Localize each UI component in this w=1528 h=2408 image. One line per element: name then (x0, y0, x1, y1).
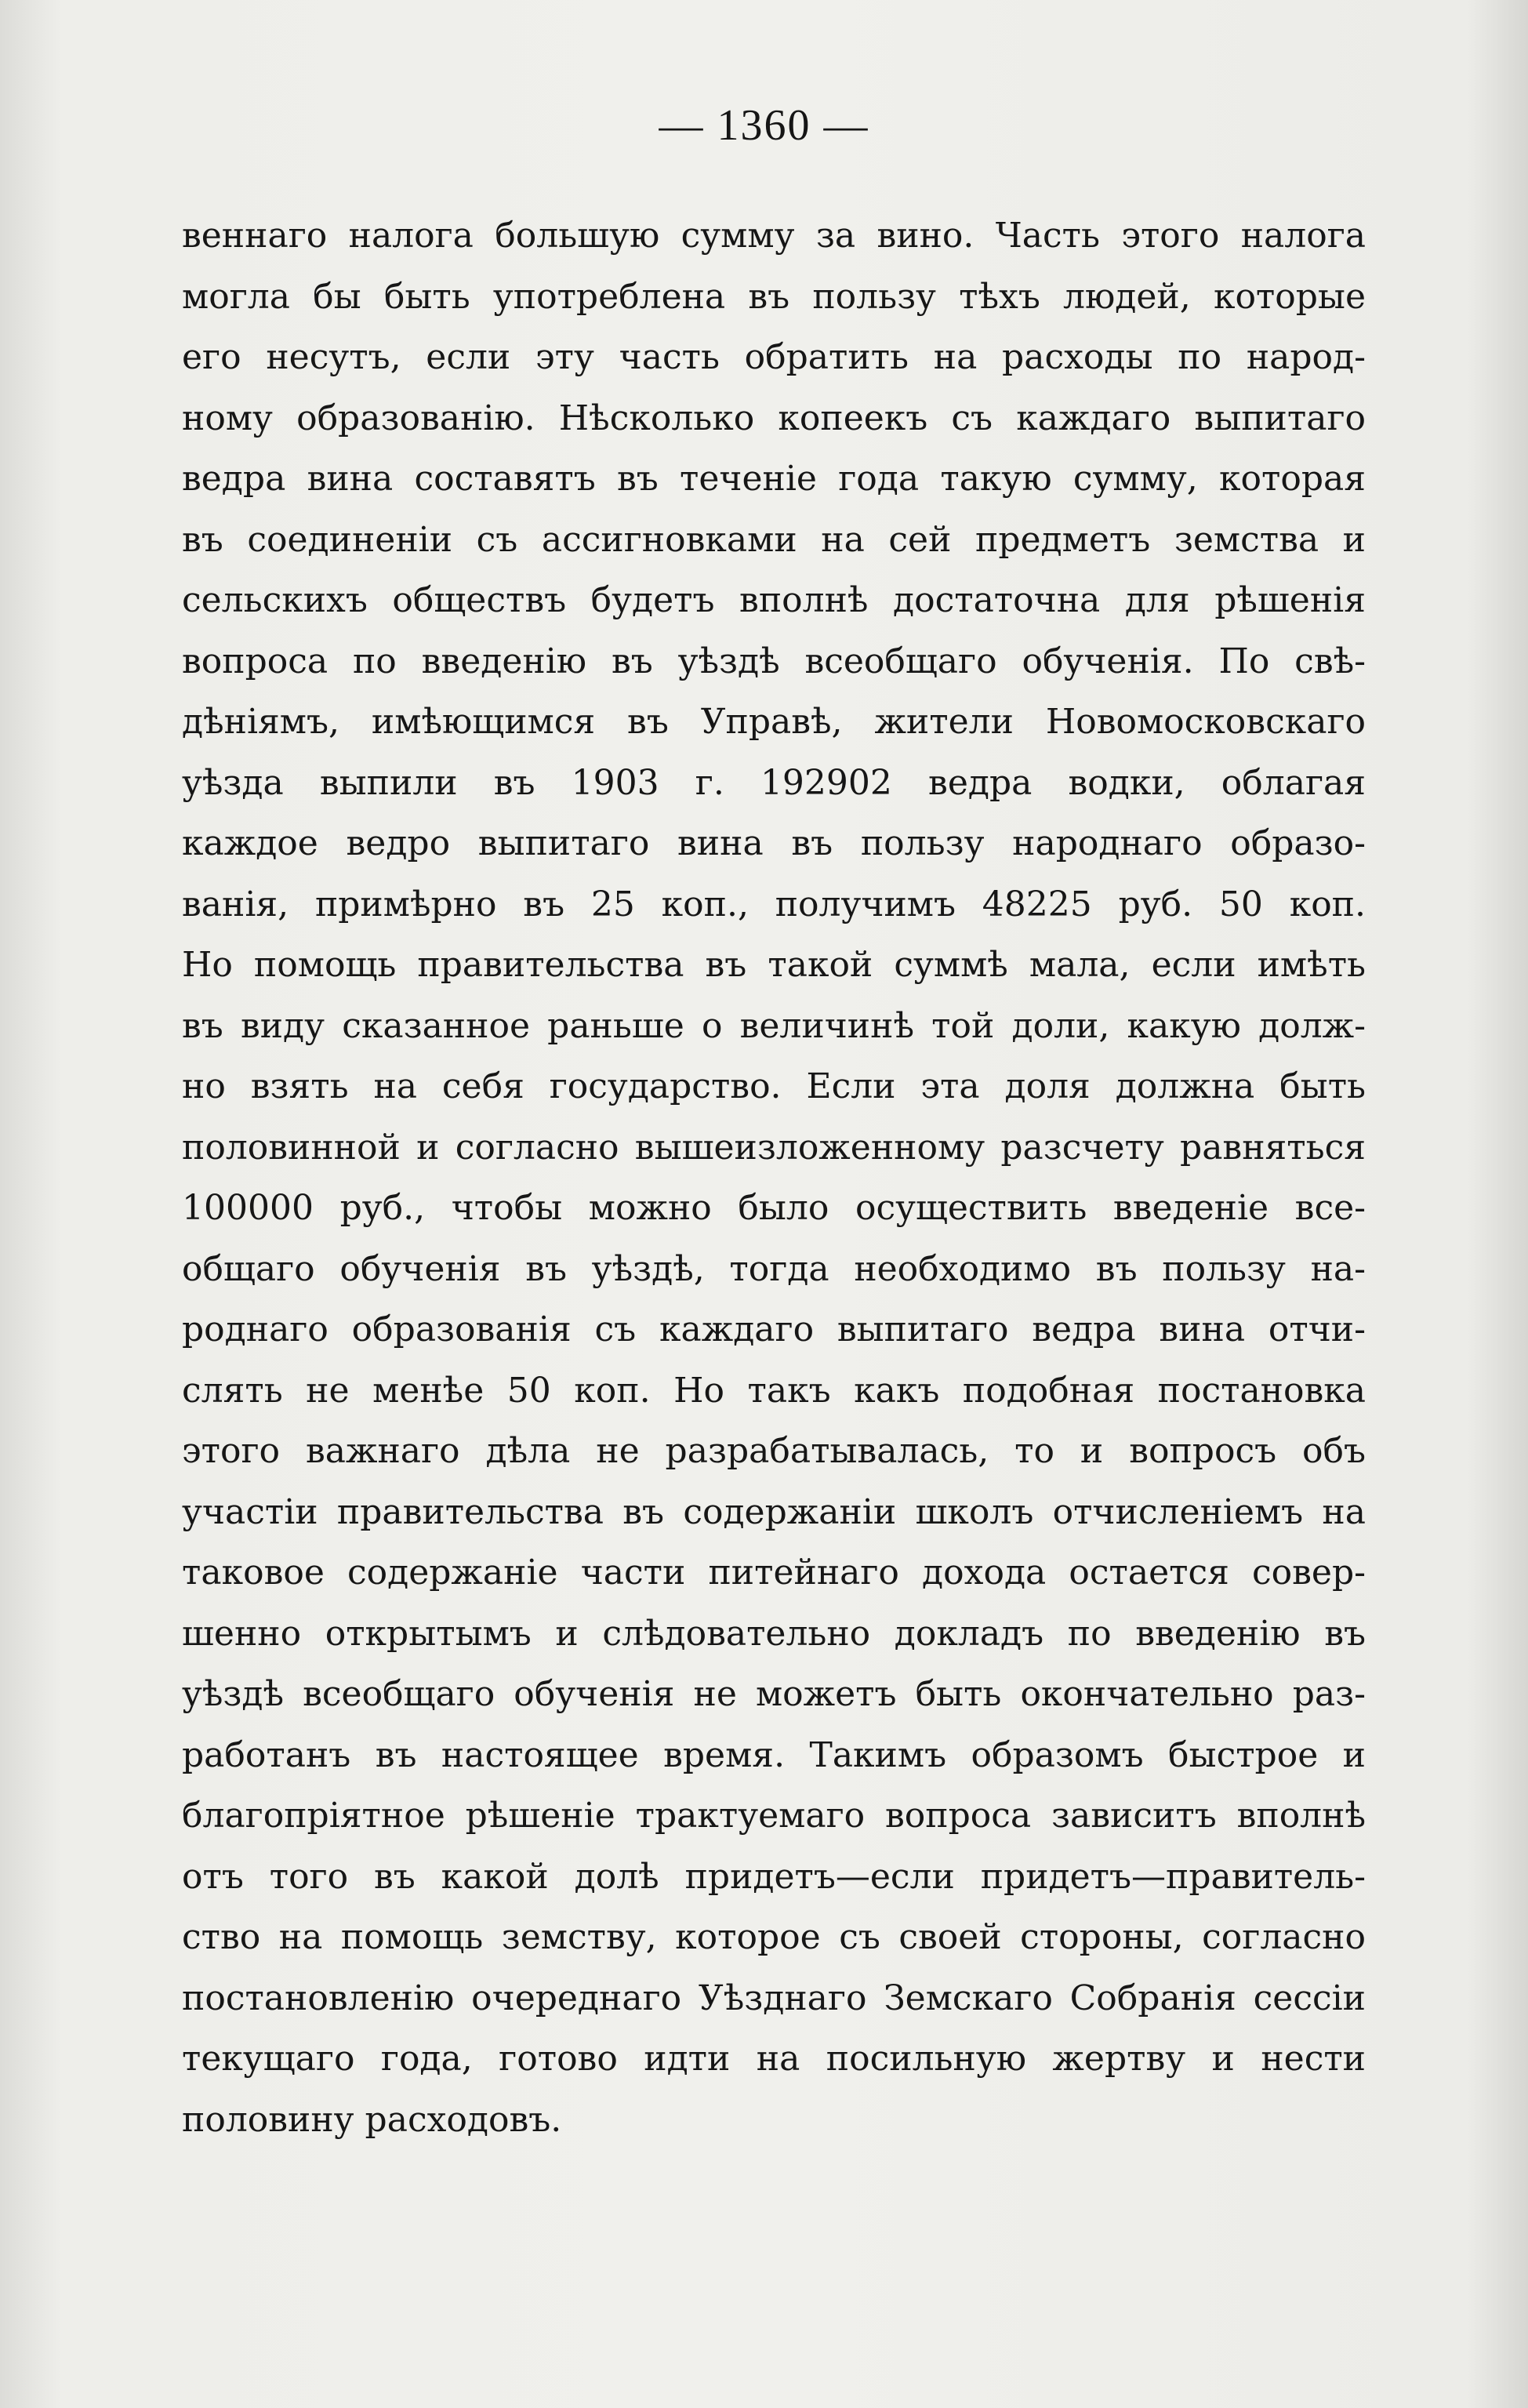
text-line: таковое содержаніе части питейнаго дохода остается совер- (182, 1553, 1366, 1593)
text-line: уѣзда выпили въ 1903 г. 192902 ведра водки, облагая (182, 762, 1366, 803)
text-line: роднаго образованія съ каждаго выпитаго ведра вина отчи- (182, 1309, 1366, 1349)
text-line: слять не менѣе 50 коп. Но такъ какъ подобная постановка (182, 1370, 1366, 1411)
text-line: ному образованію. Нѣсколько копеекъ съ каждаго выпитаго (182, 398, 1366, 438)
text-line: работанъ въ настоящее время. Такимъ образомъ быстрое и (182, 1734, 1366, 1775)
text-line: ведра вина составятъ въ теченіе года такую сумму, которая (182, 459, 1366, 499)
text-line: Но помощь правительства въ такой суммѣ мала, если имѣть (182, 945, 1366, 985)
text-line: вопроса по введенію въ уѣздѣ всеобщаго обученія. По свѣ- (182, 641, 1366, 681)
text-line: участіи правительства въ содержаніи школъ отчисленіемъ на (182, 1491, 1366, 1532)
text-line: могла бы быть употреблена въ пользу тѣхъ людей, которые (182, 276, 1366, 317)
text-line: уѣздѣ всеобщаго обученія не можетъ быть окончательно раз- (182, 1674, 1366, 1714)
text-line: половину расходовъ. (182, 2099, 562, 2140)
text-line: общаго обученія въ уѣздѣ, тогда необходимо въ пользу на- (182, 1248, 1366, 1289)
page-number: — 1360 — (659, 101, 869, 150)
text-line: ство на помощь земству, которое съ своей стороны, согласно (182, 1917, 1366, 1957)
text-line: 100000 руб., чтобы можно было осуществить введеніе все- (182, 1188, 1366, 1228)
text-line: постановленію очереднаго Уѣзднаго Земскаго Собранія сессіи (182, 1978, 1366, 2018)
body-text (182, 205, 1366, 2150)
text-line: веннаго налога большую сумму за вино. Часть этого налога (182, 216, 1366, 256)
text-line: половинной и согласно вышеизложенному разсчету равняться (182, 1127, 1366, 1168)
text-line: ванія, примѣрно въ 25 коп., получимъ 48225 руб. 50 коп. (182, 884, 1366, 924)
text-line: но взять на себя государство. Если эта доля должна быть (182, 1066, 1366, 1106)
text-line: этого важнаго дѣла не разрабатывалась, то и вопросъ объ (182, 1431, 1366, 1471)
text-line: благопріятное рѣшеніе трактуемаго вопроса зависитъ вполнѣ (182, 1796, 1366, 1836)
text-line: каждое ведро выпитаго вина въ пользу народнаго образо- (182, 823, 1366, 863)
text-line: въ виду сказанное раньше о величинѣ той доли, какую долж- (182, 1005, 1366, 1046)
text-line: сельскихъ обществъ будетъ вполнѣ достаточна для рѣшенія (182, 580, 1366, 620)
text-line: отъ того въ какой долѣ придетъ—если придетъ—правитель- (182, 1856, 1366, 1897)
text-line: его несутъ, если эту часть обратить на расходы по народ- (182, 337, 1366, 377)
text-line: текущаго года, готово идти на посильную жертву и нести (182, 2039, 1366, 2079)
text-line: шенно открытымъ и слѣдовательно докладъ по введенію въ (182, 1613, 1366, 1654)
text-line: въ соединеніи съ ассигновками на сей предметъ земства и (182, 519, 1366, 560)
text-line: дѣніямъ, имѣющимся въ Управѣ, жители Новомосковскаго (182, 702, 1366, 742)
